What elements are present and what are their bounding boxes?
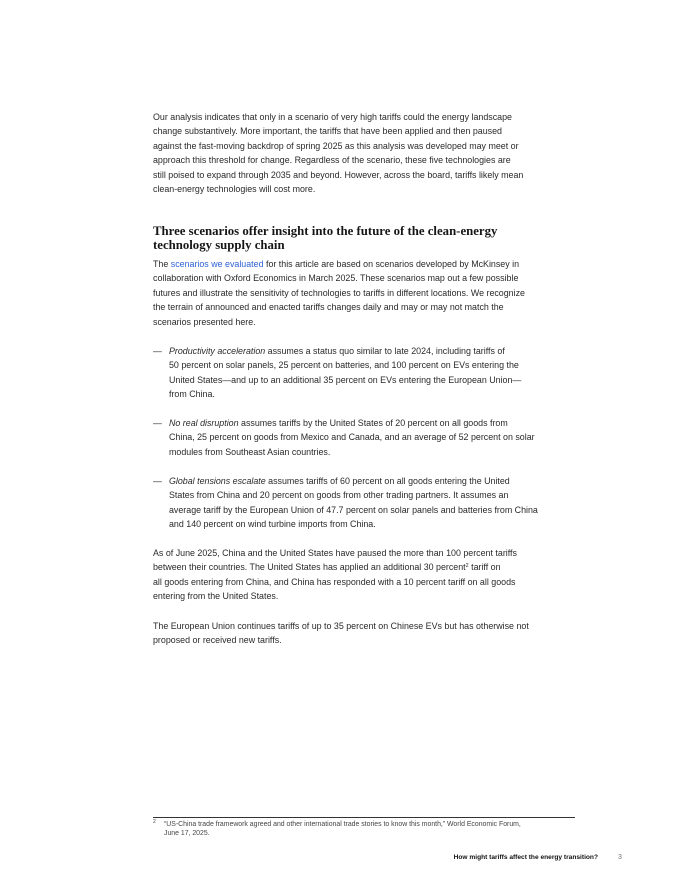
footnote-line: June 17, 2025. — [164, 830, 210, 837]
scenarios-intro-paragraph — [153, 257, 525, 329]
status-line-with-footnote — [153, 560, 517, 574]
footnote — [153, 820, 521, 838]
status-line: As of June 2025, China and the United States have paused the more than 100 percent tariffs — [153, 548, 517, 558]
intro-line: Our analysis indicates that only in a scenario of very high tariffs could the energy landscape — [153, 112, 512, 122]
heading-line: Three scenarios offer insight into the future of the clean-energy — [153, 224, 498, 238]
scenario-name: Global tensions escalate — [169, 476, 266, 486]
line-suffix: tariff on — [468, 562, 501, 573]
section-heading — [153, 224, 497, 252]
intro-line: still poised to expand through 2035 and beyond. However, across the board, tariffs likely mean — [153, 169, 524, 180]
scenarios-intro-line: the terrain of announced and enacted tariffs changes daily and may or may not match the — [153, 302, 504, 313]
heading-line: technology supply chain — [153, 238, 285, 252]
scenario-line: from China. — [169, 389, 215, 400]
scenario-item-no-real-disruption — [153, 416, 535, 459]
intro-line: change substantively. More important, the tariffs that have been applied and then paused — [153, 126, 502, 137]
scenario-first-line — [169, 474, 538, 488]
intro-paragraph — [153, 110, 523, 196]
scenario-first-line-rest: assumes a status quo similar to late 2024, including tariffs of — [265, 346, 505, 356]
intro-line: against the fast-moving backdrop of spring 2025 as this analysis was developed may meet or — [153, 140, 519, 151]
footnote-number: 2 — [153, 819, 156, 825]
scenarios-intro-first-line — [153, 257, 525, 271]
scenario-text — [169, 344, 521, 402]
scenario-first-line-rest: assumes tariffs by the United States of 20 percent on all goods from — [238, 418, 508, 428]
footnote-text — [164, 820, 521, 838]
scenario-line: United States—and up to an additional 35 percent on EVs entering the European Union— — [169, 374, 522, 385]
dash-bullet: — — [153, 418, 162, 428]
scenario-text — [169, 416, 535, 459]
scenario-line: modules from Southeast Asian countries. — [169, 446, 331, 457]
intro-line: approach this threshold for change. Regardless of the scenario, these five technologies are — [153, 155, 511, 166]
dash-bullet: — — [153, 476, 162, 486]
scenario-line: 50 percent on solar panels, 25 percent on batteries, and 100 percent on EVs entering the — [169, 360, 519, 371]
footnote-reference: 2 — [465, 563, 469, 570]
footnote-line: “US-China trade framework agreed and other international trade stories to know this month,” World Economic Forum, — [164, 821, 521, 828]
footnote-rule — [153, 817, 575, 818]
scenario-text — [169, 474, 538, 532]
scenarios-evaluated-link[interactable]: scenarios we evaluated — [170, 259, 264, 269]
scenario-first-line — [169, 416, 535, 430]
scenarios-intro-line: futures and illustrate the sensitivity of technologies to tariffs in different locations. We recognize — [153, 287, 525, 298]
line-prefix: The — [153, 259, 171, 269]
scenario-name: Productivity acceleration — [169, 346, 266, 356]
eu-line: The European Union continues tariffs of up to 35 percent on Chinese EVs but has otherwise not — [153, 621, 529, 631]
scenario-line: States from China and 20 percent on goods from other trading partners. It assumes an — [169, 490, 509, 501]
eu-line: proposed or received new tariffs. — [153, 635, 282, 646]
scenario-item-global-tensions-escalate — [153, 474, 538, 532]
scenario-first-line-rest: assumes tariffs of 60 percent on all goods entering the United — [265, 476, 510, 486]
status-line: all goods entering from China, and China has responded with a 10 percent tariff on all goods — [153, 576, 516, 587]
scenarios-intro-line: scenarios presented here. — [153, 316, 256, 327]
line-suffix: for this article are based on scenarios developed by McKinsey in — [263, 259, 520, 269]
dash-bullet: — — [153, 346, 162, 356]
scenario-line: average tariff by the European Union of 47.7 percent on solar panels and batteries from China — [169, 504, 538, 515]
page-number: 3 — [618, 854, 622, 861]
line-prefix: between their countries. The United States has applied an additional 30 percent — [153, 562, 466, 573]
intro-line: clean-energy technologies will cost more. — [153, 183, 316, 194]
scenario-line: China, 25 percent on goods from Mexico and Canada, and an average of 52 percent on solar — [169, 432, 535, 443]
status-line: entering from the United States. — [153, 591, 279, 602]
scenarios-intro-line: collaboration with Oxford Economics in March 2025. These scenarios map out a few possible — [153, 273, 519, 284]
status-paragraph — [153, 546, 517, 604]
scenario-first-line — [169, 344, 521, 358]
scenario-item-productivity-acceleration — [153, 344, 521, 402]
scenario-name: No real disruption — [169, 418, 239, 428]
eu-paragraph — [153, 619, 529, 648]
footer-title: How might tariffs affect the energy transition? — [453, 854, 598, 861]
scenario-line: and 140 percent on wind turbine imports from China. — [169, 519, 376, 530]
